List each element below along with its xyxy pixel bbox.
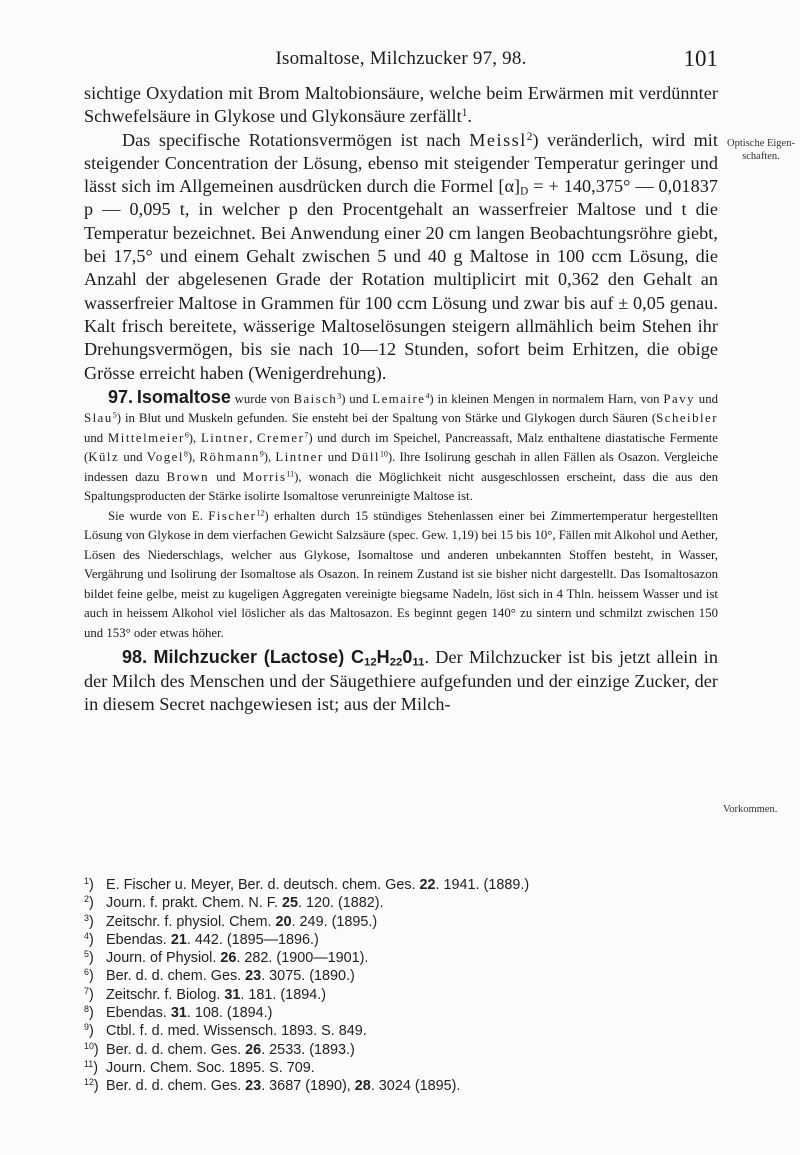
author-name: Baisch — [293, 391, 338, 406]
footnote-number: $^1$) — [84, 876, 94, 893]
author-name: Fischer — [208, 508, 257, 523]
author-name: Lintner — [200, 430, 250, 445]
text: sichtige Oxydation mit Brom Maltobionsäure, welche beim Erwärmen mit verdünnter Schwefelsäure in Glykose und Glykonsäure zerfällt — [84, 83, 718, 127]
footnote — [84, 986, 718, 1004]
author-name: Scheibler — [656, 411, 718, 426]
text: ) und — [341, 391, 373, 406]
subscript: 12 — [364, 656, 377, 669]
footnote-volume: 31 — [224, 986, 241, 1003]
footnote-citation: Journ. f. prakt. Chem. N. F. — [106, 895, 282, 912]
footnote-number-label: 9 — [84, 1022, 89, 1033]
margin-note-occurrence: Vorkommen. — [723, 804, 778, 815]
text: und — [84, 430, 108, 445]
footnote-citation: Ebendas. — [106, 931, 171, 948]
footnote-citation: . 249. (1895.) — [291, 913, 378, 930]
author-name: Slau — [84, 411, 113, 426]
footnote-citation: Zeitschr. f. physiol. Chem. — [106, 913, 276, 930]
footnote-citation: Ber. d. d. chem. Ges. — [106, 968, 246, 985]
footnote-number-label: 1 — [84, 876, 89, 887]
formula-part: H — [376, 647, 390, 668]
footnote-ref[interactable]: 12 — [256, 508, 265, 518]
footnote-citation: . 108. (1894.) — [186, 1005, 273, 1022]
formula-part: 0 — [402, 647, 413, 668]
footnote-number: $^2$) — [84, 894, 94, 912]
section-number: 97. — [108, 386, 134, 407]
footnote-ref[interactable]: 4 — [425, 391, 430, 401]
footnote-citation: Journ. of Physiol. — [106, 950, 221, 967]
footnote-number: $^4$) — [84, 930, 94, 948]
subscript: D — [520, 185, 529, 198]
footnote-number: $^9$) — [84, 1022, 94, 1040]
section-headword: Milchzucker (Lactose) C — [153, 647, 365, 668]
footnote-citation: Zeitschr. f. Biolog. — [106, 986, 225, 1003]
footnote-volume: 26 — [220, 950, 237, 967]
text: ) und durch im Speichel, Pancreassaft, Malz enthaltene diastatische Fermente ( — [84, 430, 718, 465]
footnote — [84, 967, 718, 985]
text: , — [249, 430, 257, 445]
footnote-number: $^7$) — [84, 985, 94, 1003]
text: . Der Milchzucker ist bis jetzt allein in der Milch des Menschen und der Säugethiere aufgefunden und der einzige Zucker, der in diesem Secret nachgewiesen ist; aus der Milch- — [84, 647, 718, 714]
subscript: 22 — [389, 656, 403, 669]
text: ) in kleinen Mengen in normalem Harn, von — [429, 391, 664, 406]
footnote-number-label: 10 — [84, 1040, 94, 1051]
footnote-volume: 22 — [419, 877, 436, 893]
footnote — [84, 913, 718, 931]
footnote-citation: . 3075. (1890.) — [261, 968, 355, 985]
text: ) veränderlich, wird mit steigender Concentration der Lösung, ebenso mit steigender Temperatur geringer und lässt sich im Allgemeinen ausdrücken durch die Formel [α] — [84, 129, 718, 197]
footnote-ref[interactable]: 6 — [184, 430, 189, 440]
author-name: Pavy — [663, 391, 695, 406]
footnote-volume: 26 — [245, 1041, 262, 1058]
footnote-citation: E. Fischer u. Meyer, Ber. d. deutsch. chem. Ges. — [106, 877, 420, 893]
footnote-number-label: 7 — [84, 985, 89, 996]
footnote-ref[interactable]: 11 — [286, 469, 295, 479]
running-head — [84, 48, 718, 74]
author-name: Meissl — [469, 129, 527, 150]
footnote-citation: Ebendas. — [106, 1005, 171, 1022]
footnote-citation: . 1941. (1889.) — [435, 877, 530, 893]
footnote-number: $^6$) — [84, 967, 94, 985]
footnote — [84, 1004, 718, 1022]
footnote-number: $^5$) — [84, 949, 94, 967]
footnotes — [84, 876, 718, 1096]
footnote-number: $^{11}$) — [84, 1059, 99, 1076]
footnote-citation: . 120. (1882). — [297, 895, 384, 912]
text: und — [119, 450, 147, 465]
text: und — [209, 469, 243, 484]
footnote — [84, 876, 718, 894]
section-headword: Isomaltose — [136, 386, 231, 407]
footnote-number: $^{10}$) — [84, 1040, 99, 1058]
text: ). Ihre Isolirung geschah in allen Fällen als Osazon. Vergleiche indessen dazu — [84, 450, 718, 484]
paragraph-fischer-synthesis — [84, 507, 718, 644]
footnote-citation: Ctbl. f. d. med. Wissensch. 1893. S. 849. — [106, 1023, 367, 1040]
text: ), — [187, 450, 200, 465]
footnote — [84, 894, 718, 912]
footnote-citation: . 2533. (1893.) — [261, 1041, 355, 1058]
footnote-ref[interactable]: 9 — [259, 450, 264, 459]
section-number: 98. — [122, 647, 148, 668]
page-number: 101 — [683, 46, 718, 71]
text: und — [323, 450, 352, 465]
footnote — [84, 1077, 718, 1095]
text: ) erhalten durch 15 stündiges Stehenlassen einer bei Zimmertemperatur hergestellten Lösung von Glykose in dem vierfachen Gewicht Salzsäure (spec. Gew. 1,19) bei 15 bis 10°, Fällen mit Alkohol und Aether, Lösen des Niederschlags, welcher aus Glykose, Isomaltose und anderen unbekannten Stoffen besteht, in Wasser, Vergährung und Isolirung der Isomaltose als Osazon. In reinem Zustand ist sie bisher nicht dargestellt. Das Isomaltosazon bildet feine gelbe, meist zu kugeligen Aggregaten vereinigte biegsame Nadeln, löst sich in 4 Thln. heissem Wasser und ist auch in heissem Alkohol viel löslicher als das Maltosazon. Es beginnt gegen 140° zu sintern und schmilzt zwischen 150 und 153° oder etwas höher. — [84, 508, 718, 640]
margin-note-line: schaften. — [742, 151, 780, 162]
author-name: Külz — [88, 450, 120, 465]
footnote-citation: . 3024 (1895). — [370, 1078, 461, 1095]
section-97-isomaltose — [84, 388, 718, 507]
text: ), — [188, 430, 201, 445]
footnote-number-label: 11 — [84, 1059, 94, 1070]
margin-note-optical-properties — [722, 137, 800, 163]
footnote-citation: . 3687 (1890), — [261, 1078, 355, 1095]
footnote-citation: Journ. Chem. Soc. 1895. S. 709. — [106, 1059, 315, 1076]
footnote-citation: . 181. (1894.) — [240, 986, 326, 1003]
footnote-number-label: 2 — [84, 894, 89, 905]
author-name: Lemaire — [372, 391, 426, 406]
text: wurde von — [230, 391, 294, 406]
author-name: Düll — [351, 450, 380, 465]
footnote — [84, 1041, 718, 1059]
footnote-number: $^3$) — [84, 912, 94, 930]
footnote — [84, 931, 718, 949]
footnote-ref[interactable]: 5 — [112, 411, 117, 420]
footnote-number-label: 12 — [84, 1077, 94, 1088]
footnote-number-label: 5 — [84, 949, 89, 960]
author-name: Vogel — [146, 450, 184, 465]
author-name: Röhmann — [199, 450, 260, 465]
text: Sie wurde von E. — [108, 508, 209, 523]
footnote-volume: 25 — [281, 895, 298, 912]
text: und — [695, 391, 718, 406]
author-name: Cremer — [257, 430, 305, 445]
footnote-citation: Ber. d. d. chem. Ges. — [106, 1041, 246, 1058]
author-name: Mittelmeier — [107, 430, 185, 445]
footnote-citation: Ber. d. d. chem. Ges. — [106, 1078, 246, 1095]
text: ), wonach die Möglichkeit nicht ausgeschlossen erscheint, dass die aus den Spaltungsproducten der Stärke isolirte Isomaltose verunreinigte Maltose ist. — [84, 469, 719, 504]
footnote-ref[interactable]: 1 — [461, 107, 468, 120]
footnote-ref[interactable]: 10 — [379, 450, 388, 459]
paragraph-rotation — [84, 129, 718, 385]
footnote-number-label: 8 — [84, 1004, 89, 1015]
margin-note-line: Optische Eigen- — [727, 138, 795, 149]
footnote — [84, 1059, 718, 1077]
text: Das specifische Rotationsvermögen ist nach — [122, 129, 470, 150]
paragraph-maltobionic-acid — [84, 82, 718, 129]
body-text — [84, 82, 718, 716]
footnote-number-label: 6 — [84, 967, 89, 978]
author-name: Morris — [242, 469, 287, 484]
footnote-volume: 20 — [275, 913, 292, 930]
text: = + 140,375° — 0,01837 p — 0,095 t, in welcher p den Procentgehalt an wasserfreier Maltose und t die Temperatur bezeichnet. Bei Anwendung einer 20 cm langen Beobachtungsröhre giebt, bei 17,5° und einem Gehalt zwischen 5 und 40 g Maltose in 100 ccm Lösung, die Anzahl der abgelesenen Grade der Rotation multiplicirt mit 0,362 den Gehalt an wasserfreier Maltose in Grammen für 100 ccm Lösung und zwar bis auf ± 0,05 genau. Kalt frisch bereitete, wässerige Maltoselösungen steigern allmählich beim Stehen ihr Drehungsvermögen, bis sie nach 10—12 Stunden, sofort beim Erhitzen, die obige Grösse erreicht haben (Wenigerdrehung). — [84, 176, 719, 383]
footnote-number-label: 3 — [84, 912, 89, 923]
text: ) in Blut und Muskeln gefunden. Sie ensteht bei der Spaltung von Stärke und Glykogen durch Säuren ( — [116, 411, 657, 426]
footnote-number-label: 4 — [84, 930, 89, 941]
text: ), — [263, 450, 276, 465]
footnote-volume: 31 — [170, 1005, 187, 1022]
footnote-ref[interactable]: 8 — [183, 450, 188, 459]
author-name: Lintner — [275, 450, 324, 465]
author-name: Brown — [166, 469, 209, 484]
footnote — [84, 949, 718, 967]
footnote-ref[interactable]: 2 — [526, 130, 533, 143]
footnote-ref[interactable]: 3 — [337, 391, 342, 401]
text: . — [467, 106, 472, 127]
subscript: 11 — [412, 656, 425, 669]
footnote-volume: 23 — [245, 968, 262, 985]
footnote-number: $^{12}$) — [84, 1077, 99, 1095]
section-98-milchzucker — [84, 646, 718, 716]
footnote-citation: . 442. (1895—1896.) — [186, 931, 319, 948]
footnote-volume: 21 — [170, 931, 187, 948]
footnote-volume: 23 — [245, 1078, 262, 1095]
running-title: Isomaltose, Milchzucker 97, 98. — [275, 48, 527, 69]
footnote-volume: 28 — [354, 1078, 371, 1095]
footnote-ref[interactable]: 7 — [304, 430, 309, 440]
footnote-number: $^8$) — [84, 1004, 94, 1022]
footnote-citation: . 282. (1900—1901). — [236, 950, 369, 967]
footnote — [84, 1022, 718, 1040]
